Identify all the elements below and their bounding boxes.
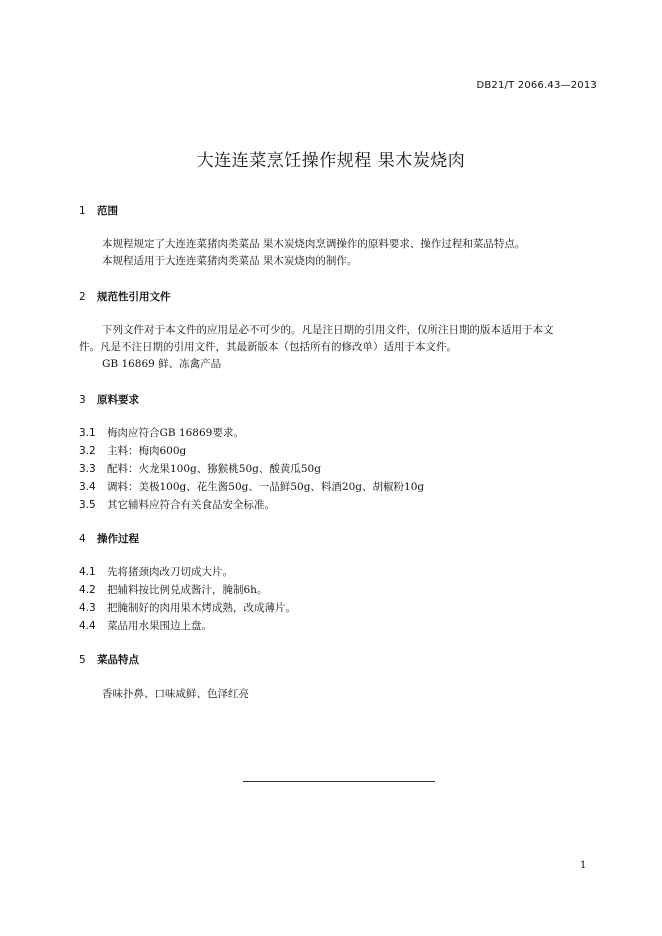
section-5-heading [79,652,139,667]
list-item [79,618,212,633]
section-number: 3 [79,394,86,406]
section-number: 4 [79,533,86,545]
item-number: 4.3 [79,602,96,614]
section-3-heading [79,392,139,407]
item-number: 3.1 [79,427,96,439]
characteristics-paragraph: 香味扑鼻、口味咸鲜、色泽红亮 [102,688,249,700]
item-text: 梅肉应符合GB 16869要求。 [107,427,244,439]
page-number: 1 [580,860,587,871]
list-item [79,564,233,579]
scope-paragraph-2: 本规程适用于大连连菜猪肉类菜品 果木炭烧肉的制作。 [102,255,358,267]
section-title: 操作过程 [97,533,139,545]
item-number: 3.2 [79,445,96,457]
section-title: 范围 [97,205,118,217]
list-item [79,461,321,476]
item-text: 主料：梅肉600g [107,445,187,457]
list-item [79,600,296,615]
section-title: 菜品特点 [97,654,139,666]
list-item [79,443,186,458]
list-item [79,497,275,512]
end-rule [243,781,435,782]
item-number: 4.1 [79,566,96,578]
scope-paragraph-1: 本规程规定了大连连菜猪肉类菜品 果木炭烧肉烹调操作的原料要求、操作过程和菜品特点。 [102,238,526,250]
item-text: 把辅料按比例兑成酱汁，腌制6h。 [107,584,268,596]
section-4-heading [79,531,139,546]
section-title: 原料要求 [97,394,139,406]
list-item [79,582,267,597]
item-number: 3.3 [79,463,96,475]
list-item [79,479,424,494]
item-text: 把腌制好的肉用果木烤成熟，改成薄片。 [107,602,296,614]
item-number: 4.4 [79,620,96,632]
references-paragraph-line-1: 下列文件对于本文件的应用是必不可少的。凡是注日期的引用文件，仅所注日期的版本适用于本文 [102,324,554,336]
standard-code: DB21/T 2066.43—2013 [476,80,597,91]
item-text: 菜品用水果围边上盘。 [107,620,212,632]
item-number: 4.2 [79,584,96,596]
item-number: 3.4 [79,481,96,493]
item-text: 其它辅料应符合有关食品安全标准。 [107,499,275,511]
section-1-heading [79,203,118,218]
section-number: 5 [79,654,86,666]
item-text: 配料：火龙果100g、猕猴桃50g、酸黄瓜50g [107,463,321,475]
section-2-heading [79,289,171,304]
reference-entry: GB 16869 鲜、冻禽产品 [102,358,222,370]
item-text: 先将猪颈肉改刀切成大片。 [107,566,233,578]
section-number: 2 [79,291,86,303]
list-item [79,425,244,440]
item-number: 3.5 [79,499,96,511]
item-text: 调料：美极100g、花生酱50g、一品鲜50g、料酒20g、胡椒粉10g [107,481,425,493]
section-title: 规范性引用文件 [97,291,171,303]
document-title: 大连连菜烹饪操作规程 果木炭烧肉 [196,151,466,171]
references-paragraph-line-2: 件。凡是不注日期的引用文件，其最新版本（包括所有的修改单）适用于本文件。 [79,341,457,353]
section-number: 1 [79,205,86,217]
